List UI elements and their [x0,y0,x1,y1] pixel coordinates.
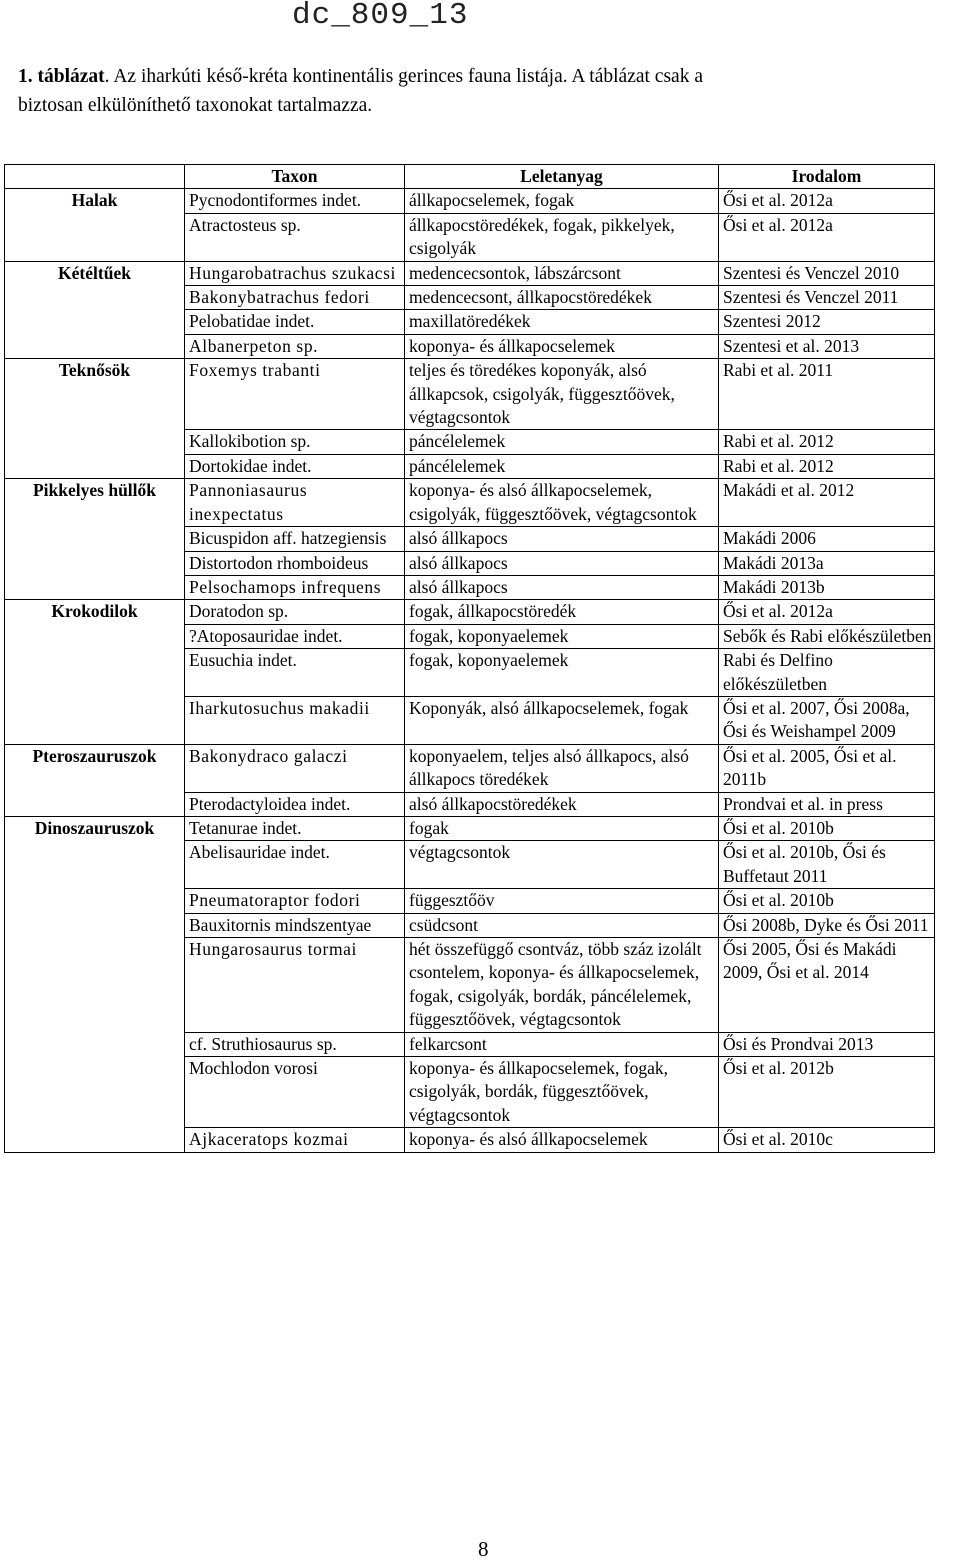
taxon-cell: Distortodon rhomboideus [185,551,405,575]
literature-cell: Ősi et al. 2012a [719,600,935,624]
group-name: Dinoszauruszok [5,816,185,1152]
group-name: Krokodilok [5,600,185,744]
material-cell: medencecsont, állkapocstöredékek [405,286,719,310]
literature-cell: Makádi 2013a [719,551,935,575]
material-cell: páncélelemek [405,454,719,478]
material-cell: koponya- és állkapocselemek [405,334,719,358]
literature-cell: Ősi és Prondvai 2013 [719,1032,935,1056]
taxon-cell: Hungarobatrachus szukacsi [185,261,405,285]
taxon-cell: Abelisauridae indet. [185,841,405,889]
taxon-cell: Doratodon sp. [185,600,405,624]
table-header-row [5,165,935,189]
material-cell: páncélelemek [405,430,719,454]
literature-cell: Makádi et al. 2012 [719,479,935,527]
taxon-cell: Pterodactyloidea indet. [185,792,405,816]
material-cell: koponya- és állkapocselemek, fogak, csigolyák, bordák, függesztőövek, végtagcsontok [405,1057,719,1128]
material-cell: koponya- és alsó állkapocselemek [405,1128,719,1152]
literature-cell: Szentesi et al. 2013 [719,334,935,358]
material-cell: felkarcsont [405,1032,719,1056]
literature-cell: Ősi et al. 2010c [719,1128,935,1152]
taxon-cell: Bakonydraco galaczi [185,744,405,792]
table-row [5,600,935,624]
material-cell: végtagcsontok [405,841,719,889]
document-id: dc_809_13 [292,0,469,33]
taxon-cell: Albanerpeton sp. [185,334,405,358]
table-row [5,816,935,840]
taxon-cell: Pelsochamops infrequens [185,575,405,599]
taxon-cell: Bauxitornis mindszentyae [185,913,405,937]
literature-cell: Sebők és Rabi előkészületben [719,624,935,648]
taxon-cell: Pneumatoraptor fodori [185,889,405,913]
caption-text-line1: . Az iharkúti késő-kréta kontinentális gerinces fauna listája. A táblázat csak a [104,66,703,87]
material-cell: függesztőöv [405,889,719,913]
table-body [5,189,935,1152]
literature-cell: Szentesi és Venczel 2011 [719,286,935,310]
caption-label: 1. táblázat [18,66,105,87]
literature-cell: Szentesi és Venczel 2010 [719,261,935,285]
taxon-cell: Dortokidae indet. [185,454,405,478]
taxon-cell: Pelobatidae indet. [185,310,405,334]
literature-cell: Ősi et al. 2007, Ősi 2008a, Ősi és Weishampel 2009 [719,696,935,744]
header-literature: Irodalom [719,165,935,189]
taxon-cell: Ajkaceratops kozmai [185,1128,405,1152]
taxon-cell: Iharkutosuchus makadii [185,696,405,744]
header-material: Leletanyag [405,165,719,189]
taxon-cell: Kallokibotion sp. [185,430,405,454]
material-cell: alsó állkapocstöredékek [405,792,719,816]
page-number: 8 [478,1537,489,1561]
taxon-cell: Hungarosaurus tormai [185,938,405,1033]
taxon-cell: Mochlodon vorosi [185,1057,405,1128]
taxon-cell: Bakonybatrachus fedori [185,286,405,310]
taxon-cell: Atractosteus sp. [185,213,405,261]
literature-cell: Prondvai et al. in press [719,792,935,816]
group-name: Pikkelyes hüllők [5,479,185,600]
literature-cell: Ősi et al. 2012a [719,213,935,261]
group-name: Teknősök [5,359,185,479]
literature-cell: Makádi 2006 [719,527,935,551]
literature-cell: Ősi 2008b, Dyke és Ősi 2011 [719,913,935,937]
material-cell: alsó állkapocs [405,551,719,575]
table-row [5,479,935,527]
material-cell: állkapocselemek, fogak [405,189,719,213]
taxon-cell: Bicuspidon aff. hatzegiensis [185,527,405,551]
table-row [5,744,935,792]
taxon-cell: Tetanurae indet. [185,816,405,840]
group-name: Kétéltűek [5,261,185,359]
material-cell: medencecsontok, lábszárcsont [405,261,719,285]
material-cell: hét összefüggő csontváz, több száz izolált csontelem, koponya- és állkapocselemek, fogak, csigolyák, bordák, páncélelemek, függesztőövek, végtagcsontok [405,938,719,1033]
material-cell: alsó állkapocs [405,527,719,551]
material-cell: maxillatöredékek [405,310,719,334]
literature-cell: Ősi et al. 2005, Ősi et al. 2011b [719,744,935,792]
literature-cell: Rabi et al. 2011 [719,359,935,430]
taxon-cell: Pycnodontiformes indet. [185,189,405,213]
material-cell: koponya- és alsó állkapocselemek, csigolyák, függesztőövek, végtagcsontok [405,479,719,527]
table-row [5,189,935,213]
group-name: Pteroszauruszok [5,744,185,816]
literature-cell: Ősi et al. 2012b [719,1057,935,1128]
header-group [5,165,185,189]
taxon-cell: cf. Struthiosaurus sp. [185,1032,405,1056]
literature-cell: Ősi et al. 2010b [719,816,935,840]
literature-cell: Makádi 2013b [719,575,935,599]
taxon-cell: Pannoniasaurus inexpectatus [185,479,405,527]
literature-cell: Rabi et al. 2012 [719,454,935,478]
material-cell: koponyaelem, teljes alsó állkapocs, alsó állkapocs töredékek [405,744,719,792]
material-cell: csüdcsont [405,913,719,937]
table-caption [18,62,958,120]
table-row [5,261,935,285]
caption-text-line2: biztosan elkülöníthető taxonokat tartalmazza. [18,95,373,116]
material-cell: fogak, koponyaelemek [405,624,719,648]
material-cell: fogak, állkapocstöredék [405,600,719,624]
material-cell: Koponyák, alsó állkapocselemek, fogak [405,696,719,744]
taxon-cell: ?Atoposauridae indet. [185,624,405,648]
taxon-cell: Foxemys trabanti [185,359,405,430]
table-row [5,359,935,430]
literature-cell: Rabi et al. 2012 [719,430,935,454]
header-taxon: Taxon [185,165,405,189]
material-cell: fogak [405,816,719,840]
material-cell: teljes és töredékes koponyák, alsó állkapcsok, csigolyák, függesztőövek, végtagcsontok [405,359,719,430]
material-cell: fogak, koponyaelemek [405,649,719,697]
literature-cell: Ősi et al. 2010b, Ősi és Buffetaut 2011 [719,841,935,889]
literature-cell: Ősi et al. 2010b [719,889,935,913]
literature-cell: Szentesi 2012 [719,310,935,334]
literature-cell: Rabi és Delfino előkészületben [719,649,935,697]
material-cell: állkapocstöredékek, fogak, pikkelyek, csigolyák [405,213,719,261]
literature-cell: Ősi et al. 2012a [719,189,935,213]
material-cell: alsó állkapocs [405,575,719,599]
literature-cell: Ősi 2005, Ősi és Makádi 2009, Ősi et al. 2014 [719,938,935,1033]
group-name: Halak [5,189,185,261]
taxon-cell: Eusuchia indet. [185,649,405,697]
fauna-table [4,164,935,1153]
